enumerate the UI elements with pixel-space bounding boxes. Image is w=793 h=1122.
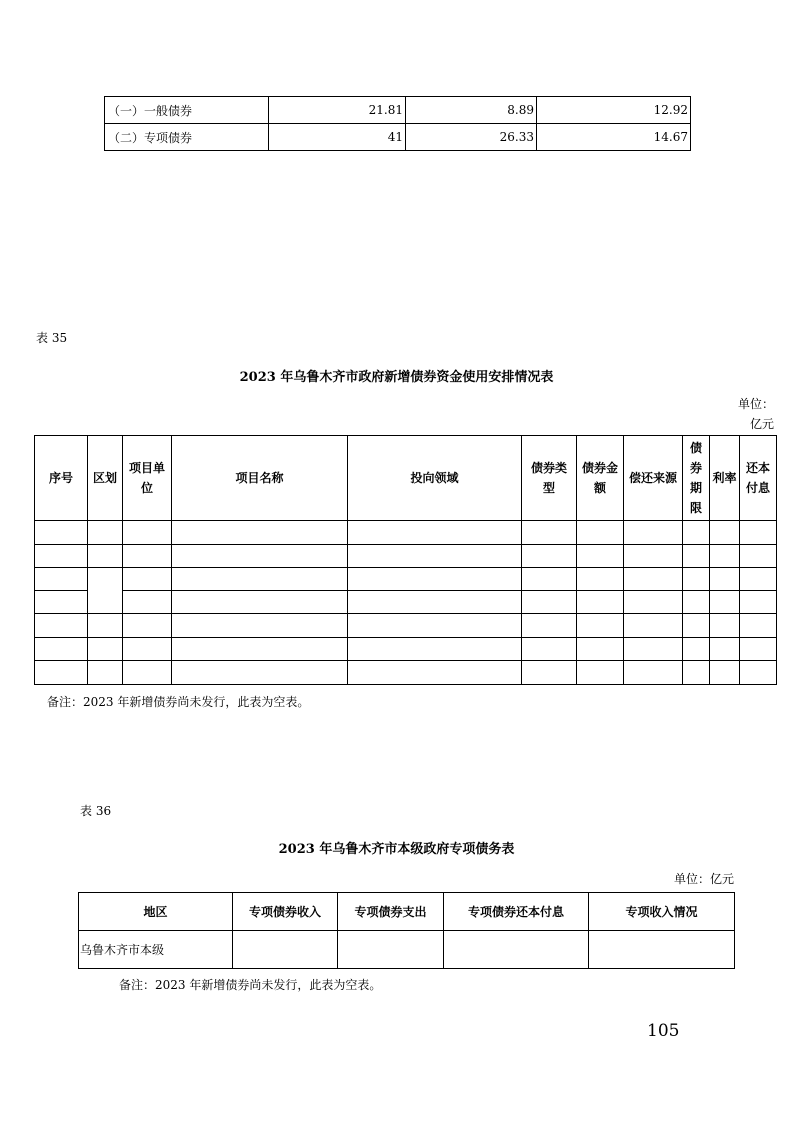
col-header: 还本付息	[740, 436, 777, 521]
col-header: 债券类型	[522, 436, 577, 521]
table-row	[105, 97, 691, 124]
table35-note: 备注：2023 年新增债券尚未发行，此表为空表。	[47, 695, 310, 709]
col-header: 债券金额	[577, 436, 624, 521]
table-row	[35, 568, 777, 591]
cell-value: 41	[269, 124, 406, 151]
table-row	[35, 521, 777, 545]
table35-caption: 表 35	[36, 331, 68, 345]
col-header: 偿还来源	[624, 436, 683, 521]
table35-unit-label: 单位：	[737, 397, 774, 411]
col-header-text: 债券期限	[690, 441, 703, 515]
table36-note: 备注：2023 年新增债券尚未发行，此表为空表。	[119, 978, 382, 992]
col-header: 序号	[35, 436, 88, 521]
table-row	[35, 591, 777, 614]
table-row	[35, 638, 777, 661]
page-number: 105	[647, 1021, 680, 1041]
table-header-row	[35, 436, 777, 521]
col-header	[683, 436, 710, 521]
table-row	[105, 124, 691, 151]
col-header: 项目单位	[123, 436, 172, 521]
col-header: 利率	[710, 436, 740, 521]
col-header: 投向领域	[348, 436, 522, 521]
row-label: （二）专项债券	[105, 124, 269, 151]
cell-value: 8.89	[406, 97, 537, 124]
cell-value: 21.81	[269, 97, 406, 124]
col-header: 区划	[88, 436, 123, 521]
col-header: 专项债券还本付息	[444, 893, 589, 931]
col-header: 项目名称	[172, 436, 348, 521]
table36	[78, 892, 735, 969]
cell-value: 14.67	[537, 124, 691, 151]
table-row	[35, 614, 777, 638]
col-header: 专项债券收入	[233, 893, 338, 931]
table36-unit: 单位：亿元	[673, 872, 734, 886]
table36-caption: 表 36	[80, 804, 112, 818]
table36-title: 2023 年乌鲁木齐市本级政府专项债务表	[278, 842, 515, 857]
cell-value: 12.92	[537, 97, 691, 124]
table-row	[79, 931, 735, 969]
col-header: 专项收入情况	[589, 893, 735, 931]
table35	[34, 435, 777, 685]
table-header-row	[79, 893, 735, 931]
table-row	[35, 545, 777, 568]
col-header: 地区	[79, 893, 233, 931]
table35-title: 2023 年乌鲁木齐市政府新增债券资金使用安排情况表	[239, 370, 554, 385]
row-label: （一）一般债券	[105, 97, 269, 124]
top-debt-table	[104, 96, 691, 151]
cell-value: 26.33	[406, 124, 537, 151]
table35-unit-value: 亿元	[749, 417, 774, 431]
table-row	[35, 661, 777, 685]
col-header: 专项债券支出	[338, 893, 444, 931]
row-label: 乌鲁木齐市本级	[79, 931, 233, 969]
